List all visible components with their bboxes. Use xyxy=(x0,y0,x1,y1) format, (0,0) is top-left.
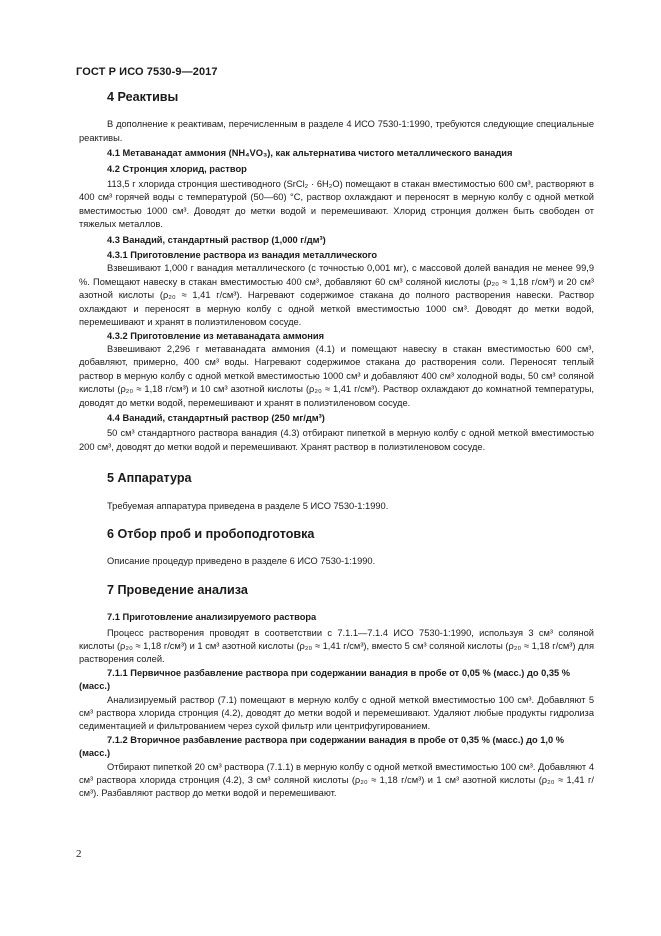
paragraph: Взвешивают 2,296 г метаванадата аммония (4.1) и помещают навеску в стакан вместимостью 600 см³, добавляют, примерно, 400 см³ воды. Нагревают содержимое стакана до растворения соли. Переносят теплый раствор в мерную колбу с одной меткой вместимостью 1000 см³ и добавляют 400 см³ холодной воды, 50 см³ соляной кислоты (ρ₂₀ ≈ 1,18 г/см³) и 10 см³ азотной кислоты (ρ₂₀ ≈ 1,41 г/см³). Раствор охлаждают до комнатной температуры, доводят до метки водой, перемешивают и хранят в полиэтиленовом сосуде. xyxy=(79,343,594,408)
section-heading-analysis: 7 Проведение анализа xyxy=(107,582,248,597)
clause-heading: 4.3.2 Приготовление из метаванадата аммония xyxy=(107,330,325,341)
subsection-heading: 4.3 Ванадий, стандартный раствор (1,000 г/дм³) xyxy=(107,234,326,245)
clause-heading: 4.3.1 Приготовление раствора из ванадия металлического xyxy=(107,250,378,261)
paragraph: Анализируемый раствор (7.1) помещают в мерную колбу с одной меткой вместимостью 100 см³. Добавляют 5 см³ раствора хлорида стронция (4.2), доводят до метки водой и перемешивают. Удаляют любые продукты гидролиза седиментацией и фильтрованием через сухой фильтр или центрифугированием. xyxy=(79,694,594,732)
paragraph: Процесс растворения проводят в соответствии с 7.1.1—7.1.4 ИСО 7530-1:1990, используя 3 см³ соляной кислоты (ρ₂₀ ≈ 1,18 г/см³) и 1 см³ азотной кислоты (ρ₂₀ ≈ 1,41 г/см³), вместо 5 см³ соляной кислоты (ρ₂₀ ≈ 1,18 г/см³) для растворения солей. xyxy=(79,627,594,665)
paragraph: 50 см³ стандартного раствора ванадия (4.3) отбирают пипеткой в мерную колбу с одной меткой вместимостью 200 см³, доводят до метки водой и перемешивают. Хранят раствор в полиэтиленовом сосуде. xyxy=(79,428,594,452)
paragraph: 113,5 г хлорида стронция шестиводного (SrCl₂ · 6H₂O) помещают в стакан вместимостью 600 см³, растворяют в 400 см³ горячей воды с температурой (50—60) °С, раствор охлаждают и переносят в мерную колбу с одной меткой вместимостью 1000 см³. Доводят до метки водой и перемешивают. Хлорид стронция должен быть свободен от тяжелых металлов. xyxy=(79,179,594,230)
section-heading-apparatus: 5 Аппаратура xyxy=(107,471,192,486)
section-heading-sampling: 6 Отбор проб и пробоподготовка xyxy=(107,526,315,541)
subsection-heading: 7.1 Приготовление анализируемого раствора xyxy=(107,612,317,623)
clause-heading: 7.1.2 Вторичное разбавление раствора при содержании ванадия в пробе от 0,35 % (масс.) до 1,0 % (масс.) xyxy=(79,734,565,759)
paragraph: Отбирают пипеткой 20 см³ раствора (7.1.1) в мерную колбу с одной меткой вместимостью 100 см³. Добавляют 4 см³ раствора хлорида стронция (4.2), 3 см³ соляной кислоты (ρ₂₀ ≈ 1,18 г/см³) и 1 см³ азотной кислоты (ρ₂₀ ≈ 1,41 г/см³). Разбавляют раствор до метки водой и перемешивают. xyxy=(79,761,594,799)
paragraph: Требуемая аппаратура приведена в разделе 5 ИСО 7530-1:1990. xyxy=(107,500,389,511)
subsection-heading: 4.4 Ванадий, стандартный раствор (250 мг/дм³) xyxy=(107,412,325,423)
section-heading-reagents: 4 Реактивы xyxy=(107,90,179,104)
paragraph: В дополнение к реактивам, перечисленным в разделе 4 ИСО 7530-1:1990, требуются следующие специальные реактивы. xyxy=(79,119,594,143)
document-body xyxy=(79,91,594,801)
paragraph: Описание процедур приведено в разделе 6 ИСО 7530-1:1990. xyxy=(107,556,376,567)
subsection-heading: 4.2 Стронция хлорид, раствор xyxy=(107,163,247,174)
clause-heading: 7.1.1 Первичное разбавление раствора при содержании ванадия в пробе от 0,05 % (масс.) до 0,35 % (масс.) xyxy=(79,667,571,692)
subsection-heading: 4.1 Метаванадат аммония (NH₄VO₃), как альтернатива чистого металлического ванадия xyxy=(107,148,513,159)
paragraph: Взвешивают 1,000 г ванадия металлического (с точностью 0,001 мг), с массовой долей ванадия не менее 99,9 %. Помещают навеску в стакан вместимостью 400 см³, добавляют 60 см³ соляной кислоты (ρ₂₀ ≈ 1,18 г/см³) и 20 см³ азотной кислоты (ρ₂₀ ≈ 1,41 г/см³). Нагревают содержимое стакана до полного растворения навески. Раствор охлаждают и переносят в мерную колбу с одной меткой вместимостью 1000 см³. Доводят до метки водой, перемешивают и хранят в полиэтиленовом сосуде. xyxy=(79,263,594,328)
page-number: 2 xyxy=(76,848,82,860)
document-header: ГОСТ Р ИСО 7530-9—2017 xyxy=(76,66,218,78)
